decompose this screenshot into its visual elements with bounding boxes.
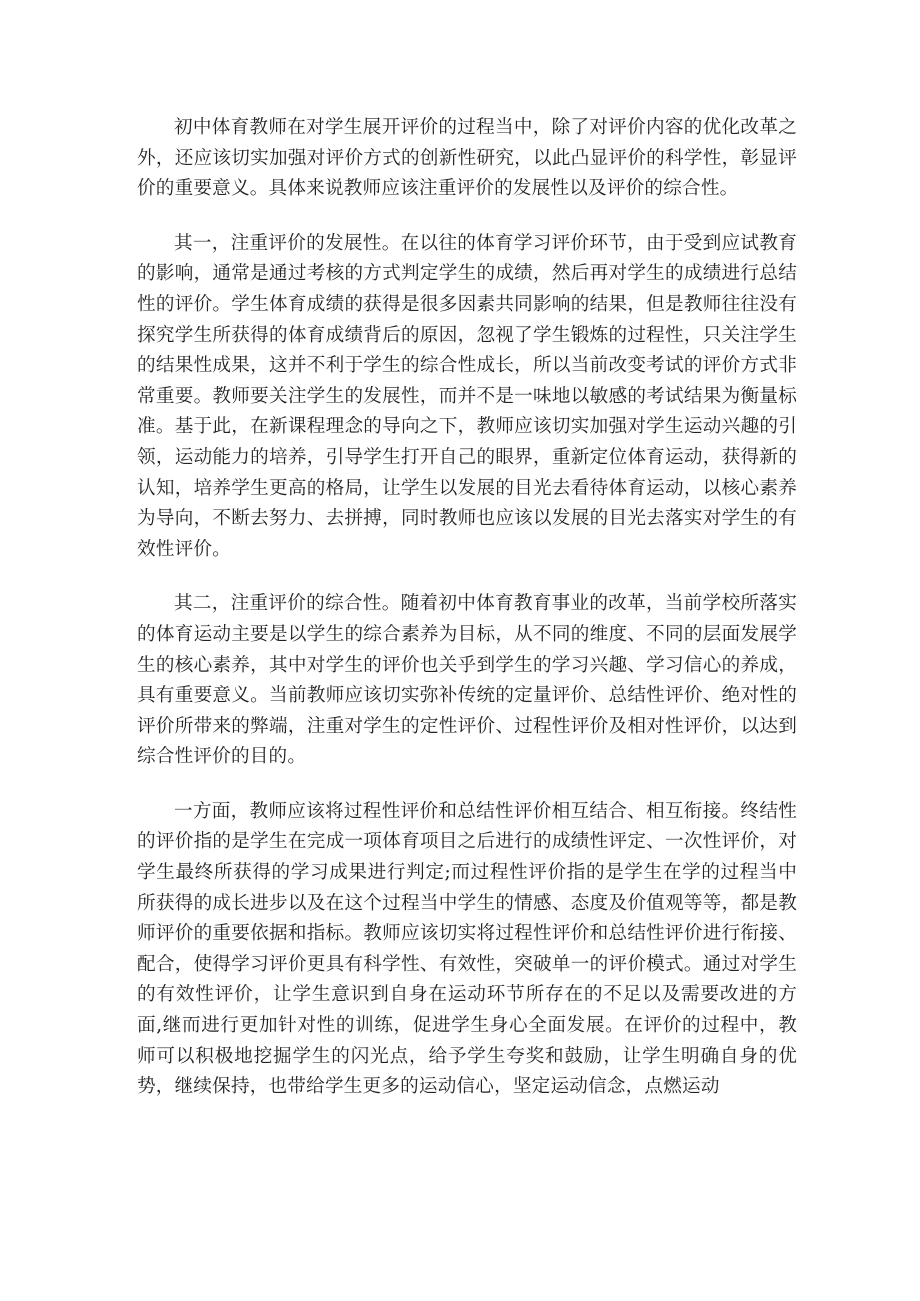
paragraph-process-and-summative: 一方面，教师应该将过程性评价和总结性评价相互结合、相互衔接。终结性的评价指的是学生在完成一项体育项目之后进行的成绩性评定、一次性评价，对学生最终所获得的学习成果进行判定;而过程性评价指的是学生在学的过程当中所获得的成长进步以及在这个过程当中学生的情感、态度及价值观等等，都是教师评价的重要依据和指标。教师应该切实将过程性评价和总结性评价进行衔接、配合，使得学习评价更具有科学性、有效性，突破单一的评价模式。通过对学生的有效性评价，让学生意识到自身在运动环节所存在的不足以及需要改进的方面,继而进行更加针对性的训练，促进学生身心全面发展。在评价的过程中，教师可以积极地挖掘学生的闪光点，给予学生夸奖和鼓励，让学生明确自身的优势，继续保持，也带给学生更多的运动信心，坚定运动信念，点燃运动	[137, 800, 797, 1098]
document-body	[137, 113, 797, 1127]
paragraph-intro: 初中体育教师在对学生展开评价的过程当中，除了对评价内容的优化改革之外，还应该切实加强对评价方式的创新性研究，以此凸显评价的科学性，彰显评价的重要意义。具体来说教师应该注重评价的发展性以及评价的综合性。	[137, 117, 797, 200]
paragraph-comprehensive-evaluation: 其二，注重评价的综合性。随着初中体育教育事业的改革，当前学校所落实的体育运动主要是以学生的综合素养为目标，从不同的维度、不同的层面发展学生的核心素养，其中对学生的评价也关乎到学生的学习兴趣、学习信心的养成，具有重要意义。当前教师应该切实弥补传统的定量评价、总结性评价、绝对性的评价所带来的弊端，注重对学生的定性评价、过程性评价及相对性评价，以达到综合性评价的目的。	[137, 593, 797, 768]
paragraph-developmental-evaluation: 其一，注重评价的发展性。在以往的体育学习评价环节，由于受到应试教育的影响，通常是通过考核的方式判定学生的成绩，然后再对学生的成绩进行总结性的评价。学生体育成绩的获得是很多因素共同影响的结果，但是教师往往没有探究学生所获得的体育成绩背后的原因，忽视了学生锻炼的过程性，只关注学生的结果性成果，这并不利于学生的综合性成长，所以当前改变考试的评价方式非常重要。教师要关注学生的发展性，而并不是一味地以敏感的考试结果为衡量标准。基于此，在新课程理念的导向之下，教师应该切实加强对学生运动兴趣的引领，运动能力的培养，引导学生打开自己的眼界，重新定位体育运动，获得新的认知，培养学生更高的格局，让学生以发展的目光去看待体育运动，以核心素养为导向，不断去努力、去拼搏，同时教师也应该以发展的目光去落实对学生的有效性评价。	[137, 232, 797, 560]
